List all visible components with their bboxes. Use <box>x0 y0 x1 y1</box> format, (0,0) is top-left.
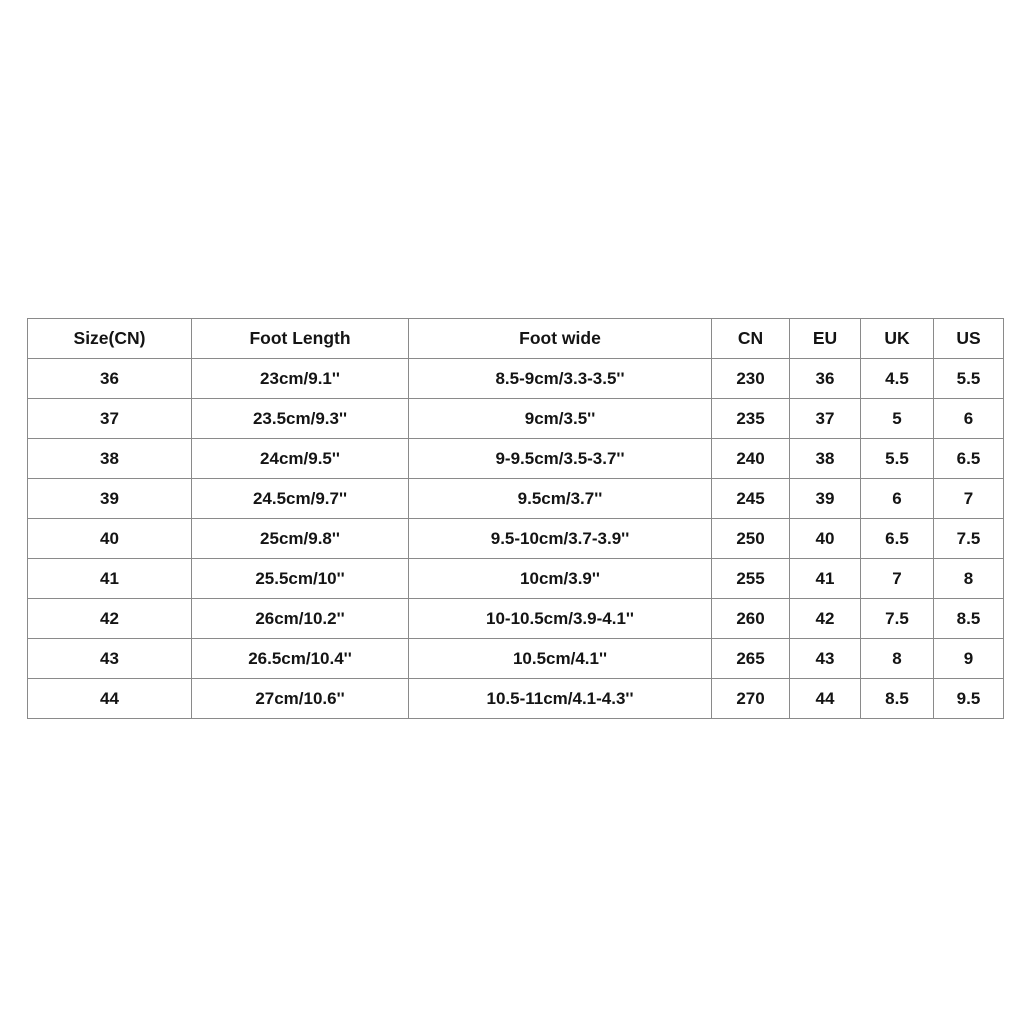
cell-foot-wide: 10-10.5cm/3.9-4.1'' <box>409 599 712 639</box>
table-row <box>28 519 1004 559</box>
table-row <box>28 479 1004 519</box>
cell-foot-wide: 9.5-10cm/3.7-3.9'' <box>409 519 712 559</box>
cell-size-cn: 41 <box>28 559 192 599</box>
cell-us: 6 <box>934 399 1004 439</box>
cell-foot-wide: 10.5cm/4.1'' <box>409 639 712 679</box>
cell-size-cn: 37 <box>28 399 192 439</box>
cell-foot-length: 26cm/10.2'' <box>192 599 409 639</box>
table-row <box>28 359 1004 399</box>
cell-foot-length: 25.5cm/10'' <box>192 559 409 599</box>
cell-eu: 39 <box>790 479 861 519</box>
size-chart-table <box>27 318 1004 719</box>
cell-eu: 41 <box>790 559 861 599</box>
cell-foot-length: 24cm/9.5'' <box>192 439 409 479</box>
header-row <box>28 319 1004 359</box>
cell-size-cn: 36 <box>28 359 192 399</box>
cell-uk: 8 <box>861 639 934 679</box>
cell-eu: 44 <box>790 679 861 719</box>
header-foot-wide: Foot wide <box>409 319 712 359</box>
cell-foot-wide: 10cm/3.9'' <box>409 559 712 599</box>
cell-foot-wide: 9cm/3.5'' <box>409 399 712 439</box>
cell-uk: 4.5 <box>861 359 934 399</box>
cell-foot-wide: 10.5-11cm/4.1-4.3'' <box>409 679 712 719</box>
header-us: US <box>934 319 1004 359</box>
cell-us: 8 <box>934 559 1004 599</box>
cell-us: 6.5 <box>934 439 1004 479</box>
cell-size-cn: 43 <box>28 639 192 679</box>
cell-uk: 5.5 <box>861 439 934 479</box>
cell-cn: 235 <box>712 399 790 439</box>
cell-cn: 240 <box>712 439 790 479</box>
cell-foot-wide: 9-9.5cm/3.5-3.7'' <box>409 439 712 479</box>
cell-cn: 255 <box>712 559 790 599</box>
cell-foot-length: 27cm/10.6'' <box>192 679 409 719</box>
cell-us: 9 <box>934 639 1004 679</box>
cell-us: 9.5 <box>934 679 1004 719</box>
cell-us: 8.5 <box>934 599 1004 639</box>
cell-eu: 40 <box>790 519 861 559</box>
cell-us: 7.5 <box>934 519 1004 559</box>
cell-eu: 36 <box>790 359 861 399</box>
cell-size-cn: 38 <box>28 439 192 479</box>
cell-foot-length: 25cm/9.8'' <box>192 519 409 559</box>
cell-cn: 265 <box>712 639 790 679</box>
cell-eu: 42 <box>790 599 861 639</box>
cell-foot-length: 26.5cm/10.4'' <box>192 639 409 679</box>
table-row <box>28 599 1004 639</box>
cell-cn: 270 <box>712 679 790 719</box>
cell-foot-length: 23cm/9.1'' <box>192 359 409 399</box>
cell-size-cn: 40 <box>28 519 192 559</box>
cell-uk: 5 <box>861 399 934 439</box>
cell-eu: 38 <box>790 439 861 479</box>
cell-uk: 6.5 <box>861 519 934 559</box>
cell-size-cn: 39 <box>28 479 192 519</box>
cell-cn: 245 <box>712 479 790 519</box>
header-uk: UK <box>861 319 934 359</box>
cell-size-cn: 44 <box>28 679 192 719</box>
cell-foot-wide: 8.5-9cm/3.3-3.5'' <box>409 359 712 399</box>
cell-eu: 43 <box>790 639 861 679</box>
cell-eu: 37 <box>790 399 861 439</box>
cell-cn: 260 <box>712 599 790 639</box>
table-row <box>28 559 1004 599</box>
cell-us: 7 <box>934 479 1004 519</box>
cell-foot-wide: 9.5cm/3.7'' <box>409 479 712 519</box>
table-row <box>28 679 1004 719</box>
cell-us: 5.5 <box>934 359 1004 399</box>
cell-uk: 6 <box>861 479 934 519</box>
cell-foot-length: 24.5cm/9.7'' <box>192 479 409 519</box>
header-cn: CN <box>712 319 790 359</box>
table-row <box>28 639 1004 679</box>
cell-cn: 230 <box>712 359 790 399</box>
cell-foot-length: 23.5cm/9.3'' <box>192 399 409 439</box>
header-foot-length: Foot Length <box>192 319 409 359</box>
table-row <box>28 439 1004 479</box>
table-row <box>28 399 1004 439</box>
cell-size-cn: 42 <box>28 599 192 639</box>
cell-uk: 7 <box>861 559 934 599</box>
cell-uk: 8.5 <box>861 679 934 719</box>
header-eu: EU <box>790 319 861 359</box>
cell-cn: 250 <box>712 519 790 559</box>
header-size-cn: Size(CN) <box>28 319 192 359</box>
cell-uk: 7.5 <box>861 599 934 639</box>
